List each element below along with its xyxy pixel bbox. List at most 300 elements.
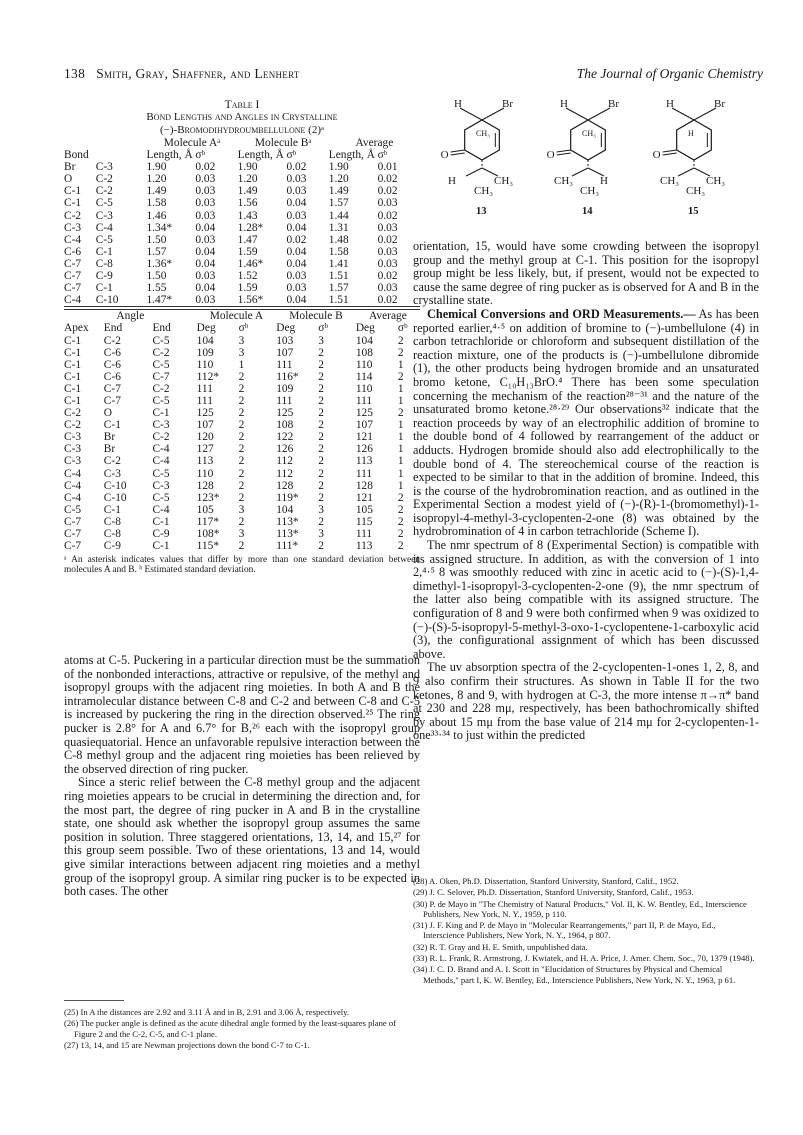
- newman-structure-13: [441, 98, 514, 217]
- table-cell: C-7: [103, 394, 121, 407]
- table-cell: 0.02: [377, 173, 398, 186]
- table-cell: 125: [355, 407, 373, 420]
- angle-sub-header: Apex: [64, 322, 89, 335]
- table-cell: C-1: [95, 245, 113, 258]
- table-cell: 1.34*: [146, 221, 173, 234]
- ring-bond: [571, 120, 606, 160]
- angle-group-header: Angle: [116, 310, 145, 323]
- angle-row: [64, 419, 420, 431]
- table-title-line1: Bond Lengths and Angles in Crystalline: [146, 111, 338, 123]
- table-cell: 2: [238, 455, 245, 468]
- table-cell: 3: [238, 346, 245, 359]
- left-footnotes: [64, 1000, 420, 1051]
- table-cell: 128: [276, 479, 294, 492]
- table-cell: C-1: [64, 334, 82, 347]
- right-column-text: [413, 240, 759, 743]
- table-cell: C-5: [152, 394, 170, 407]
- table-cell: C-7: [64, 540, 82, 553]
- bottom-right-group: CH₃: [706, 175, 726, 187]
- table-cell: 0.04: [286, 257, 307, 270]
- running-header-left: [64, 66, 300, 82]
- table-cell: 2: [318, 431, 324, 444]
- table-cell: Br: [103, 431, 116, 444]
- table-cell: 1.48: [328, 233, 349, 246]
- bond-sub-header: Length, Å: [237, 149, 284, 162]
- bond-sub-header: σᵇ: [377, 149, 388, 162]
- bottom-center-group: CH₃: [686, 185, 706, 197]
- angle-sub-header: σᵇ: [238, 322, 249, 335]
- table-cell: 1.51: [328, 294, 349, 307]
- table-cell: 0.03: [377, 245, 398, 258]
- carbonyl-bond: [557, 150, 571, 152]
- hydrogen-atom: H: [454, 98, 462, 110]
- table-cell: 1: [397, 431, 404, 444]
- table-cell: 2: [397, 407, 404, 420]
- table-cell: 111*: [276, 540, 299, 553]
- table-cell: 111: [276, 394, 293, 407]
- table-cell: 3: [238, 503, 245, 516]
- table-cell: C-3: [64, 455, 82, 468]
- table-cell: C-1: [64, 197, 82, 210]
- table-cell: 0.02: [286, 161, 307, 174]
- table-cell: 104: [355, 334, 373, 347]
- table-cell: C-1: [152, 515, 170, 528]
- table-cell: 2: [238, 370, 245, 383]
- table-cell: 1: [238, 358, 245, 371]
- table-cell: C-5: [152, 467, 170, 480]
- table-cell: 2: [397, 491, 404, 504]
- table-cell: C-4: [64, 294, 82, 307]
- table-cell: 111: [355, 394, 373, 407]
- table-cell: 1.57: [328, 197, 349, 210]
- table-cell: 108*: [196, 528, 220, 540]
- bottom-right-group: H: [600, 175, 608, 187]
- table-cell: 1.46: [146, 209, 167, 222]
- table-cell: 0.03: [286, 185, 307, 198]
- table-cell: 110: [196, 467, 214, 480]
- table-cell: C-10: [95, 294, 119, 307]
- table-cell: 0.04: [195, 257, 216, 270]
- table-cell: C-6: [103, 358, 121, 371]
- table-cell: 107: [196, 419, 214, 432]
- table-cell: 2: [238, 491, 245, 504]
- bond: [566, 108, 588, 120]
- table-title-line2: (−)-Bromodihydroumbellulone (2)ᵃ: [160, 124, 324, 136]
- table-cell: C-6: [64, 245, 82, 258]
- table-number: Table I: [224, 98, 260, 111]
- footnote: (27) 13, 14, and 15 are Newman projections down the bond C-7 to C-1.: [64, 1039, 310, 1050]
- paragraph: The uv absorption spectra of the 2-cyclopenten-1-ones 1, 2, 8, and 9 also confirm their structures. As shown in Table II for the two ketones, 8 and 9, with hydrogen at C-3, the more intense π→π* band at 230 and 228 mμ, respectively, has been bathochromically shifted by about 15 mμ from the base value of 214 mμ for 2-cyclopenten-1-one³³·³⁴ to just within the predicted: [413, 660, 759, 743]
- table-cell: 2: [318, 515, 324, 528]
- table-cell: 2: [238, 382, 245, 395]
- bond-row: [64, 161, 420, 173]
- angle-sub-header: σᵇ: [318, 322, 328, 335]
- angle-row: [64, 492, 420, 504]
- table-cell: 3: [318, 503, 324, 516]
- table-cell: 116*: [276, 370, 299, 383]
- bottom-center-group: CH₃: [474, 185, 494, 197]
- table-cell: 0.03: [195, 197, 216, 210]
- table-cell: 2: [318, 540, 324, 553]
- table-cell: 1.20: [328, 173, 349, 186]
- table-cell: 1: [397, 419, 404, 432]
- table-cell: C-6: [103, 346, 121, 359]
- table-cell: 2: [238, 419, 245, 432]
- paragraph: Since a steric relief between the C-8 methyl group and the adjacent ring moieties appears to be crucial in determining the direction and, for the most part, the degree of ring pucker in A and B in the crystalline state, one should ask whether the isopropyl group assumes the same position in solution. Three staggered orientations, 13, 14, and 15,²⁷ for this group seem possible. Two of these orientations, 13 and 14, would give similar interactions between adjacent ring moieties and a methyl group of the isopropyl group. A similar ring pucker is to be expected in both cases. The other: [64, 775, 420, 899]
- table-cell: 2: [318, 358, 324, 371]
- table-cell: 0.02: [377, 185, 398, 198]
- table-cell: 0.04: [286, 221, 307, 234]
- bottom-left-group: H: [448, 175, 456, 187]
- table-cell: 1: [397, 455, 404, 468]
- table-cell: 0.03: [377, 257, 398, 270]
- newman-structure-15: [653, 98, 726, 217]
- table-cell: 2: [318, 479, 324, 492]
- table-cell: Br: [64, 161, 76, 174]
- table-cell: 3: [318, 334, 324, 347]
- table-cell: C-7: [152, 370, 170, 383]
- table-cell: Br: [103, 443, 116, 456]
- table-cell: 123*: [196, 491, 220, 504]
- table-cell: 1.57: [146, 245, 167, 258]
- paragraph: As has been reported earlier,⁴·⁵ on addition of bromine to (−)-umbellulone (4) in carbon tetrachloride or chloroform and subsequent distillation of the reaction mixture, one of the products is (−)-umbellulone dibromide (1), the other products being hydrogen bromide and an unsaturated bromo ketone, C₁₀H₁₃BrO.⁴ There has been some speculation concerning the mechanism of the reaction²⁸⁻³¹ and the nature of the unsaturated bromo ketone.²⁸·²⁹ Our observations³² indicate that the reaction proceeds by way of an electrophilic addition of bromine to the double bond of 4 followed by rearrangement of the adduct or adducts. Hydrogen bromide should also add electrophilically to the double bond of 4. The stereochemical course of the reaction is expected to be similar to that in the addition of bromine. Indeed, this is the course of the hydrobromination reaction, and as outlined in the Experimental Section a modest yield of (−)-(R)-1-(bromomethyl)-1-isopropyl-4-methyl-3-cyclopenten-2-one (8) was obtained by the hydrobromination of 4 in carbon tetrachloride (Scheme I).: [413, 306, 760, 539]
- table-cell: C-1: [95, 282, 113, 295]
- table-cell: 114: [355, 370, 373, 383]
- table-cell: 113*: [276, 528, 299, 540]
- paragraph: The nmr spectrum of 8 (Experimental Section) is compatible with its assigned structure. In addition, as with the conversion of 1 into 2,⁴·⁵ 8 was smoothly reduced with zinc in acetic acid to (−)-(S)-1,4-dimethyl-1-isopropyl-3-cyclopenten-2-one (9), the nmr spectrum of the latter also being compatible with its assigned structure. The configuration of 8 and 9 were both confirmed when 9 was oxidized to (−)-(S)-5-isopropyl-5-methyl-3-oxo-1-cyclopentene-1-carboxylic acid (3), the configurational assignment of which has been discussed above.: [413, 538, 759, 661]
- bottom-left-group: CH₃: [660, 175, 680, 187]
- table-cell: C-4: [152, 503, 170, 516]
- bond: [572, 168, 588, 176]
- table-cell: C-3: [95, 161, 113, 174]
- angle-row: [64, 516, 420, 528]
- table-cell: C-1: [64, 185, 82, 198]
- table-cell: 1.49: [328, 185, 349, 198]
- bond-sub-header: σᵇ: [286, 149, 297, 162]
- table-cell: 1.58: [146, 197, 167, 210]
- bromine-atom: Br: [502, 98, 513, 110]
- table-cell: 0.04: [195, 282, 216, 295]
- table-cell: 1.36*: [146, 257, 173, 270]
- table-cell: 1.49: [146, 185, 167, 198]
- table-cell: 0.03: [286, 282, 307, 295]
- footnote: (26) The pucker angle is defined as the acute dihedral angle formed by the least-squares plane of Figure 2 and the C-2, C-5, and C-1 plane.: [64, 1018, 397, 1039]
- table-cell: 1: [397, 358, 404, 371]
- table-cell: 2: [238, 394, 245, 407]
- table-cell: 0.02: [377, 209, 398, 222]
- table-cell: 1: [397, 382, 404, 395]
- oxygen-atom: O: [546, 149, 555, 161]
- table-cell: C-10: [103, 491, 127, 504]
- table-cell: 2: [397, 370, 404, 383]
- table-cell: C-1: [64, 394, 82, 407]
- table-cell: 107: [355, 419, 373, 432]
- bond-row: [64, 234, 420, 246]
- angle-row: [64, 335, 420, 347]
- table-cell: 2: [238, 443, 245, 456]
- angle-sub-header: Deg: [196, 322, 216, 335]
- ring-substituent: H: [688, 129, 694, 138]
- table-cell: 3: [238, 528, 245, 540]
- carbonyl-bond: [663, 150, 677, 152]
- table-cell: 0.03: [195, 270, 216, 283]
- table-cell: 126: [355, 443, 373, 456]
- footnote: (28) A. Oken, Ph.D. Dissertation, Stanford University, Stanford, Calif., 1952.: [413, 876, 679, 886]
- table-cell: 121: [355, 431, 373, 444]
- carbonyl-bond: [663, 153, 677, 155]
- table-cell: 0.03: [286, 209, 307, 222]
- table-cell: C-3: [152, 479, 170, 492]
- bond-row: [64, 197, 420, 209]
- bromine-atom: Br: [714, 98, 725, 110]
- table-cell: C-3: [152, 419, 170, 432]
- table-cell: C-2: [64, 419, 82, 432]
- bond-row: [64, 258, 420, 270]
- table-cell: C-2: [152, 382, 170, 395]
- table-cell: 0.03: [195, 185, 216, 198]
- angle-row: [64, 407, 420, 419]
- table-cell: 2: [397, 540, 404, 553]
- table-cell: 1.41: [328, 257, 349, 270]
- table-cell: 1.56*: [237, 294, 264, 307]
- table-cell: 109: [196, 346, 214, 359]
- bond-angles-table: [64, 309, 420, 552]
- angle-row: [64, 528, 420, 540]
- table-cell: 1.58: [328, 245, 349, 258]
- footnote: (25) In A the distances are 2.92 and 3.11 Å and in B, 2.91 and 3.06 Å, respectively.: [64, 1007, 350, 1017]
- table-cell: C-5: [152, 491, 170, 504]
- table-cell: 2: [238, 407, 245, 420]
- table-cell: 121: [355, 491, 373, 504]
- table-cell: 2: [238, 479, 245, 492]
- table-cell: C-8: [103, 515, 121, 528]
- table-cell: 1.20: [237, 173, 258, 186]
- table-cell: 122: [276, 431, 294, 444]
- footnote: (31) J. F. King and P. de Mayo in "Molecular Rearrangements," part II, P. de Mayo, Ed., Interscience Publishers, New York, N. Y., 1964, p 807.: [413, 920, 716, 941]
- structure-number: 15: [688, 206, 699, 217]
- table-cell: 2: [318, 419, 324, 432]
- table-cell: 104: [196, 334, 214, 347]
- bond-group-header-avg: Average: [355, 137, 394, 149]
- bond-row: [64, 282, 420, 294]
- table-cell: 2: [238, 540, 245, 553]
- table-cell: C-9: [95, 270, 113, 283]
- table-cell: 112: [276, 467, 293, 480]
- table-cell: 1.51: [328, 270, 349, 283]
- table-cell: 0.01: [377, 161, 398, 174]
- table-cell: C-7: [64, 528, 82, 540]
- table-cell: 2: [397, 515, 404, 528]
- table-cell: 0.02: [195, 161, 216, 174]
- bond: [678, 168, 694, 176]
- table-cell: 2: [318, 346, 324, 359]
- table-cell: C-4: [64, 479, 82, 492]
- table-cell: C-6: [103, 370, 121, 383]
- table-cell: 0.03: [377, 282, 398, 295]
- table-cell: 115: [355, 515, 373, 528]
- table-cell: 2: [238, 431, 245, 444]
- table-cell: 111: [196, 382, 213, 395]
- table-cell: 110: [196, 358, 214, 371]
- table-cell: 1.57: [328, 282, 349, 295]
- table-cell: C-2: [64, 407, 82, 420]
- angle-row: [64, 540, 420, 552]
- bottom-left-group: CH₃: [554, 175, 574, 187]
- bond-group-header-a: Molecule Aᵃ: [163, 137, 221, 149]
- angle-row: [64, 371, 420, 383]
- table-cell: 1.59: [237, 245, 258, 258]
- table-cell: 0.03: [377, 197, 398, 210]
- table-cell: C-4: [95, 221, 113, 234]
- table-cell: C-4: [152, 455, 170, 468]
- table-cell: 105: [196, 503, 214, 516]
- table-cell: C-3: [95, 209, 113, 222]
- table-cell: O: [103, 407, 113, 420]
- bottom-right-group: CH₃: [494, 175, 514, 187]
- table-cell: C-7: [64, 515, 82, 528]
- table-cell: C-7: [103, 382, 121, 395]
- angle-row: [64, 468, 420, 480]
- hydrogen-atom: H: [560, 98, 568, 110]
- authors: Smith, Gray, Shaffner, and Lenhert: [96, 66, 300, 81]
- table-cell: C-7: [64, 270, 82, 283]
- table-cell: C-7: [64, 282, 82, 295]
- bond-group-header-b: Molecule Bᵃ: [254, 137, 312, 149]
- table-cell: 0.02: [377, 294, 398, 307]
- table-cell: 125: [276, 407, 294, 420]
- table-cell: 109: [276, 382, 294, 395]
- table-cell: 0.03: [286, 270, 307, 283]
- carbonyl-bond: [451, 150, 465, 152]
- bond-sub-header: Bond: [64, 149, 89, 162]
- hydrogen-atom: H: [666, 98, 674, 110]
- left-column-text: [64, 654, 420, 899]
- table-cell: O: [64, 173, 73, 186]
- table-cell: 120: [196, 431, 214, 444]
- table-cell: 2: [318, 407, 324, 420]
- table-cell: 2: [318, 443, 324, 456]
- table-cell: 3: [238, 334, 245, 347]
- table-cell: C-2: [95, 173, 113, 186]
- table-cell: 112*: [196, 370, 220, 383]
- table-cell: 1.56: [237, 197, 258, 210]
- table-cell: 1.90: [328, 161, 349, 174]
- oxygen-atom: O: [652, 149, 661, 161]
- angle-row: [64, 443, 420, 455]
- footnote: (30) P. de Mayo in "The Chemistry of Natural Products," Vol. II, K. W. Bentley, Ed., Interscience Publishers, New York, N. Y., 1959, p 110.: [413, 898, 747, 919]
- table-cell: 113*: [276, 515, 299, 528]
- table-cell: 0.03: [377, 221, 398, 234]
- angle-group-header: Molecule B: [289, 310, 343, 323]
- table-cell: 0.02: [286, 233, 307, 246]
- table-cell: 126: [276, 443, 294, 456]
- table-cell: 2: [318, 382, 324, 395]
- table-cell: 2: [318, 455, 324, 468]
- angle-row: [64, 347, 420, 359]
- table-cell: C-1: [103, 419, 121, 432]
- angle-sub-header: σᵇ: [397, 322, 408, 335]
- angle-row: [64, 383, 420, 395]
- table-cell: C-7: [64, 257, 82, 270]
- carbonyl-bond: [451, 153, 465, 155]
- table-cell: 1.47: [237, 233, 258, 246]
- bond-row: [64, 185, 420, 197]
- angle-sub-header: End: [103, 322, 123, 335]
- table-cell: 1.20: [146, 173, 167, 186]
- table-cell: C-9: [152, 528, 170, 540]
- table-cell: C-2: [152, 346, 170, 359]
- bond-sub-header: σᵇ: [195, 149, 205, 162]
- bond: [482, 108, 504, 120]
- table-cell: 0.03: [286, 173, 307, 186]
- table-cell: 119*: [276, 491, 299, 504]
- bond: [672, 108, 694, 120]
- angle-sub-header: Deg: [355, 322, 375, 335]
- bond-row: [64, 222, 420, 234]
- table-cell: 1.28*: [237, 221, 264, 234]
- table-cell: 113: [355, 540, 373, 553]
- table-cell: 1.90: [146, 161, 167, 174]
- angle-row: [64, 359, 420, 371]
- table-cell: 110: [355, 382, 373, 395]
- table-cell: 0.02: [377, 233, 398, 246]
- table-note-b: ᵇ Estimated standard deviation.: [139, 565, 256, 576]
- bond: [460, 108, 482, 120]
- table-cell: 127: [196, 443, 214, 456]
- bond-sub-header: Length, Å: [146, 149, 193, 162]
- newman-structure-14: [547, 98, 620, 217]
- table-cell: 111: [196, 394, 213, 407]
- table-footnotes: [64, 555, 420, 575]
- table-cell: 1: [397, 443, 404, 456]
- table-caption: [64, 98, 420, 137]
- bottom-center-group: CH₃: [580, 185, 600, 197]
- angle-group-header: Molecule A: [209, 310, 264, 323]
- table-cell: 128: [355, 479, 373, 492]
- angle-row: [64, 504, 420, 516]
- table-cell: C-2: [64, 209, 82, 222]
- bond: [588, 108, 610, 120]
- table-cell: 1.44: [328, 209, 349, 222]
- table-cell: 117*: [196, 515, 220, 528]
- table-cell: 128: [196, 479, 214, 492]
- right-footnotes: [413, 876, 759, 986]
- table-cell: 1.46*: [237, 257, 264, 270]
- bond-row: [64, 173, 420, 185]
- table-cell: 1.50: [146, 233, 167, 246]
- table-cell: 2: [318, 370, 324, 383]
- table-cell: 2: [397, 346, 404, 359]
- table-cell: C-1: [103, 503, 121, 516]
- table-cell: C-2: [103, 334, 121, 347]
- angle-sub-header: Deg: [276, 322, 296, 335]
- table-cell: 115*: [196, 540, 220, 553]
- table-1: [64, 98, 420, 576]
- table-cell: 1.59: [237, 282, 258, 295]
- table-cell: 2: [318, 491, 324, 504]
- bond-row: [64, 210, 420, 222]
- oxygen-atom: O: [440, 149, 449, 161]
- table-cell: 0.04: [286, 197, 307, 210]
- table-cell: C-4: [64, 491, 82, 504]
- bond-row: [64, 246, 420, 258]
- table-cell: 2: [238, 515, 245, 528]
- table-cell: 1.47*: [146, 294, 173, 307]
- paragraph: orientation, 15, would have some crowding between the isopropyl group and the methyl group at C-1. This position for the isopropyl group might be less likely, but, if present, would not be expected to cause the same degree of ring pucker as is observed for A and B in the crystalline state.: [413, 239, 759, 308]
- table-cell: 105: [355, 503, 373, 516]
- table-cell: C-5: [95, 233, 113, 246]
- bond: [466, 168, 482, 176]
